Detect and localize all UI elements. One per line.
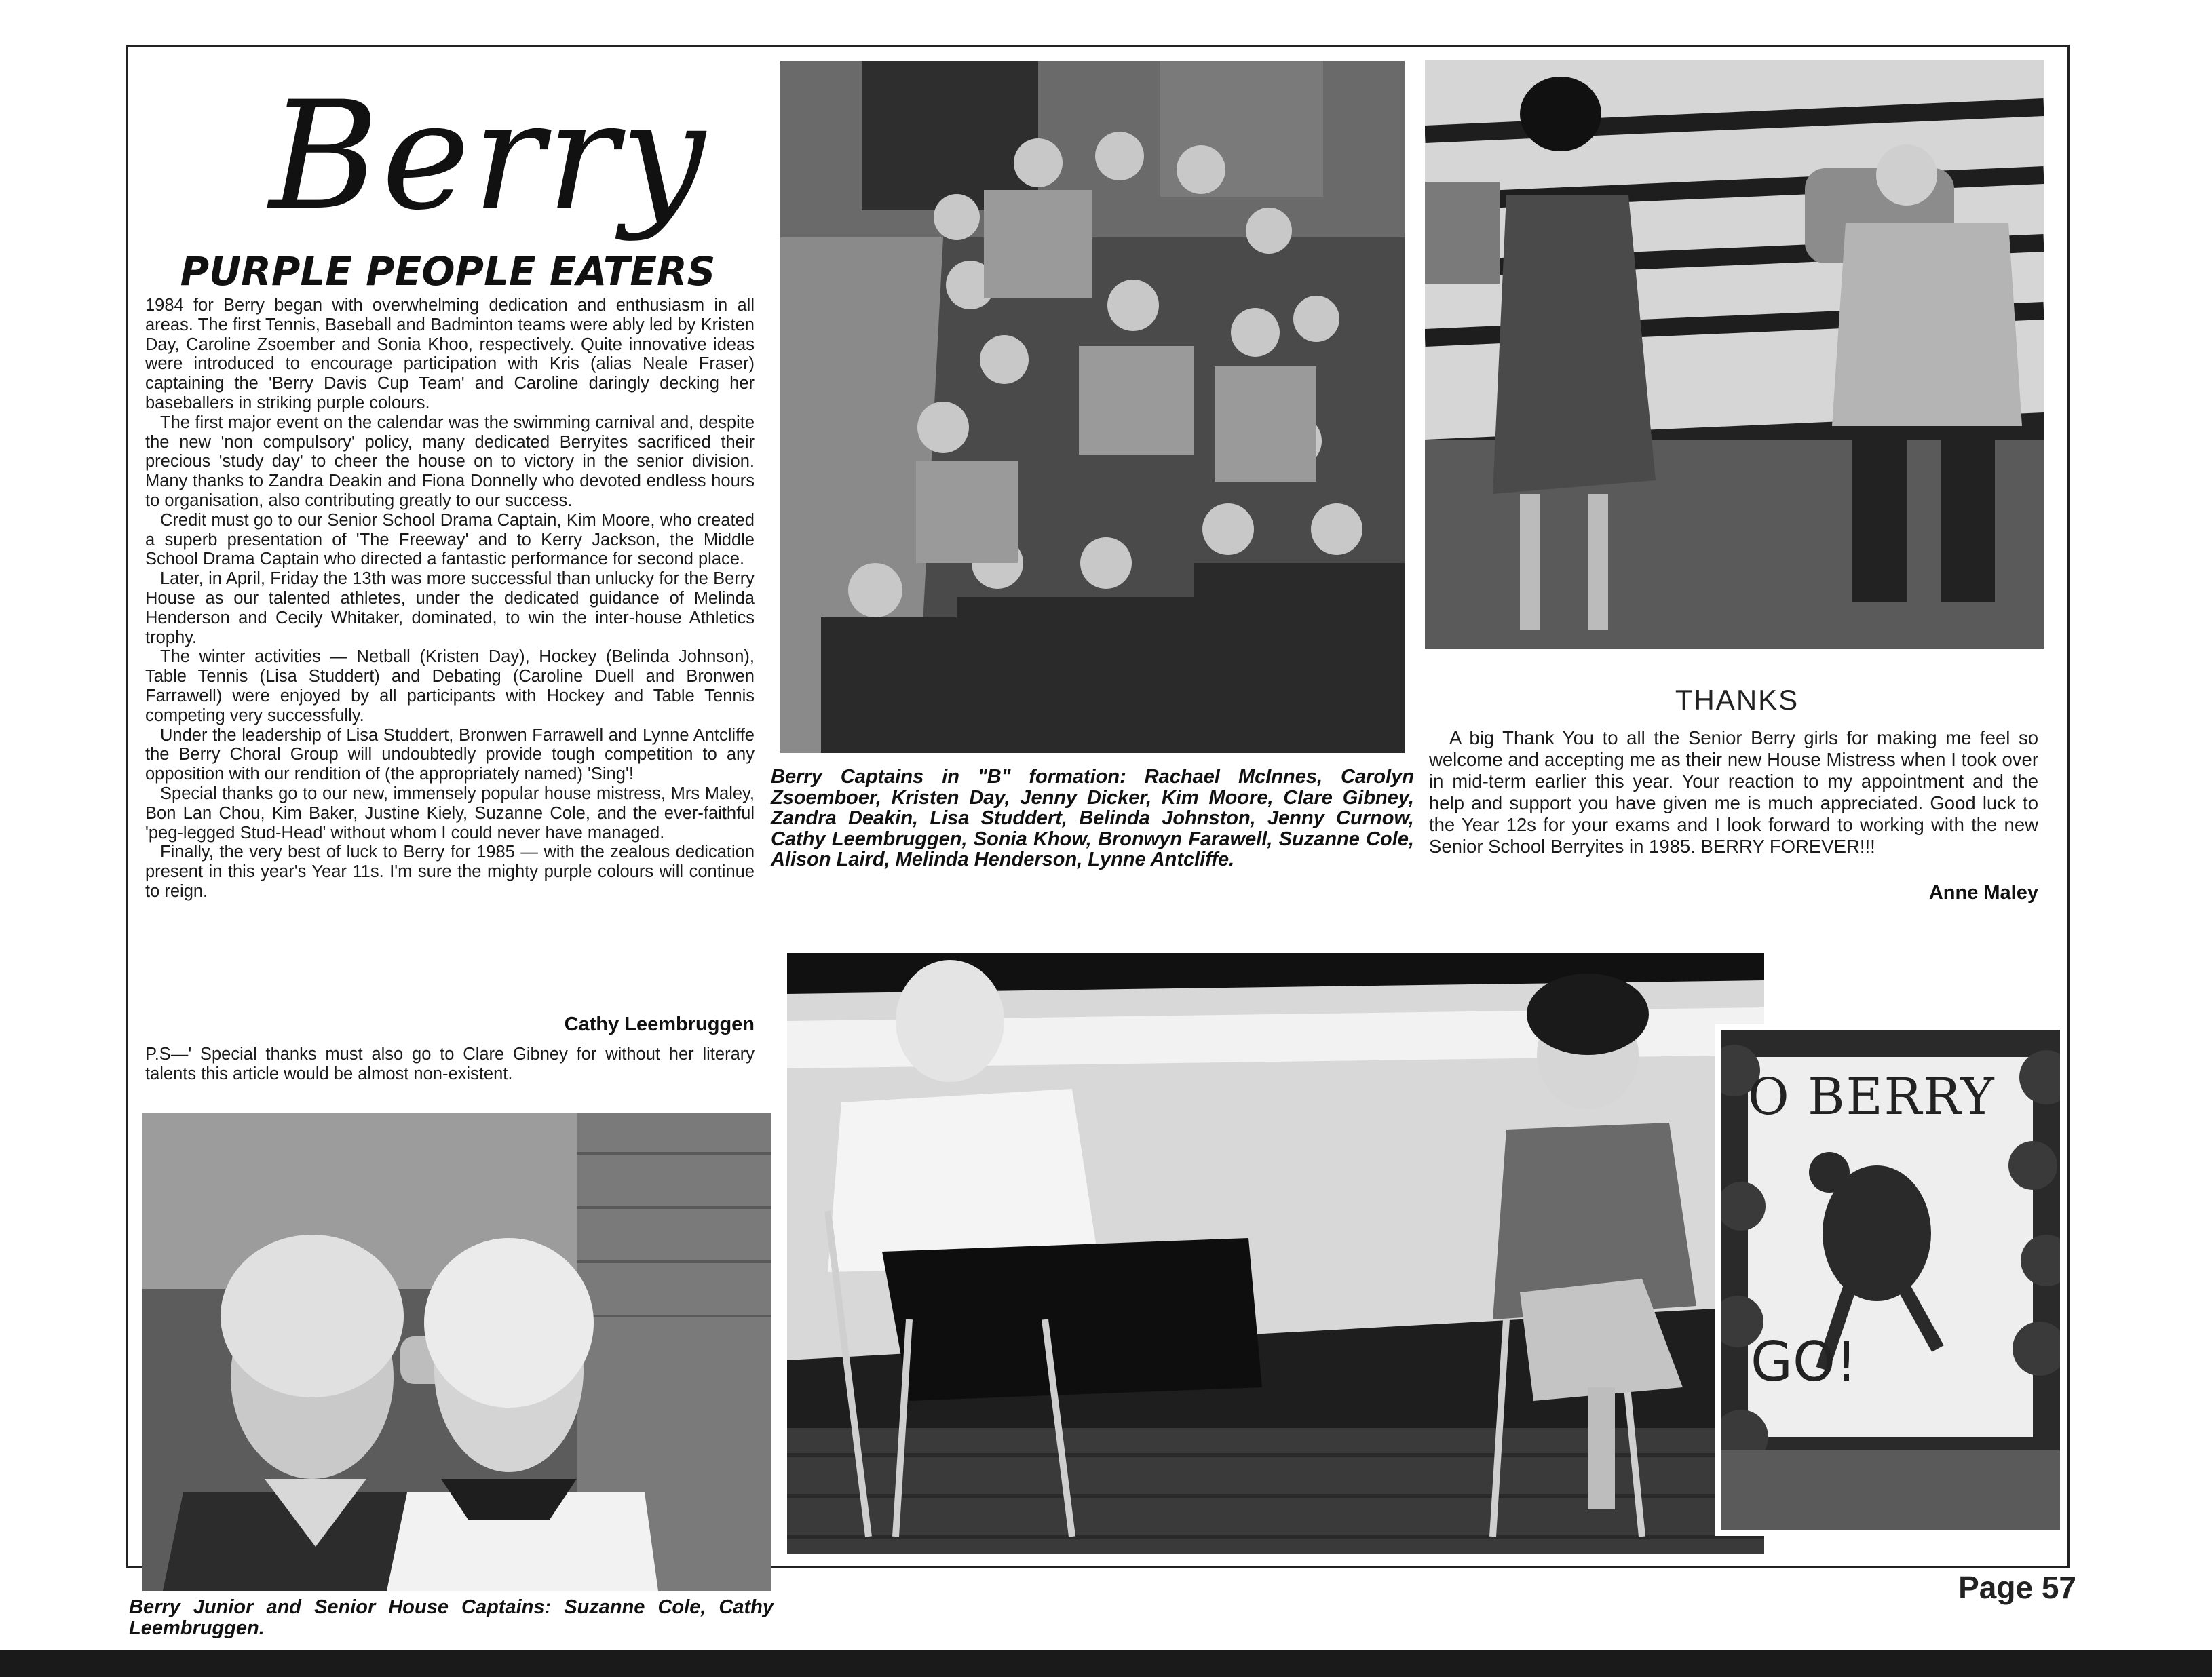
page-number: Page 57 bbox=[1958, 1570, 2076, 1605]
bottom-edge-bar bbox=[0, 1650, 2212, 1677]
house-captains-photo bbox=[142, 1113, 771, 1591]
banner-text-top: O BERRY bbox=[1748, 1068, 1996, 1126]
article-paragraph: Under the leadership of Lisa Studdert, Bronwen Farrawell and Lynne Antcliffe the Berry Choral Group will undoubtedly provide tough competition to any opposition with our rendition of (the appropriately named) 'Sing'! bbox=[145, 725, 755, 784]
seated-performers-image bbox=[787, 953, 1764, 1554]
article-paragraph: Later, in April, Friday the 13th was more successful than unlucky for the Berry House as our talented athletes, under the dedicated guidance of Melinda Henderson and Cecily Whitaker, dominated, to win the inter-house Athletics trophy. bbox=[145, 569, 755, 647]
article-paragraph: Finally, the very best of luck to Berry for 1985 — with the zealous dedication present in this year's Year 11s. I'm sure the mighty purple colours will continue to reign. bbox=[145, 843, 755, 901]
article-paragraph: Credit must go to our Senior School Drama Captain, Kim Moore, who created a superb presentation of 'The Freeway' and to Kerry Jackson, the Middle School Drama Captain who directed a fantastic performance for second place. bbox=[145, 510, 755, 569]
article-paragraph: 1984 for Berry began with overwhelming dedication and enthusiasm in all areas. The first Tennis, Baseball and Badminton teams were ably led by Kristen Day, Caroline Zsoember and Sonia Khoo, respectively. Quite innovative ideas were introduced to encourage participation with Kris (alias Neale Fraser) captaining the 'Berry Davis Cup Team' and Caroline daringly decking her baseballers in striking purple colours. bbox=[145, 296, 755, 412]
page-title: Berry bbox=[269, 69, 708, 243]
page-subtitle: PURPLE PEOPLE EATERS bbox=[180, 248, 716, 294]
thanks-signature: Anne Maley bbox=[1928, 882, 2038, 904]
freeway-drama-photo bbox=[1425, 60, 2044, 649]
captains-group-photo bbox=[780, 61, 1405, 753]
thanks-body bbox=[1429, 727, 2038, 857]
article-body bbox=[145, 296, 755, 902]
article-signature: Cathy Leembruggen bbox=[564, 1014, 755, 1035]
go-berry-banner-photo bbox=[1715, 1024, 2065, 1536]
seated-performers-photo bbox=[787, 953, 1764, 1554]
article-postscript: P.S—' Special thanks must also go to Clare Gibney for without her literary talents this article would be almost non-existent. bbox=[145, 1045, 755, 1083]
article-paragraph: The first major event on the calendar was the swimming carnival and, despite the new 'non compulsory' policy, many dedicated Berryites sacrificed their precious 'study day' to cheer the house on to victory in the senior division. Many thanks to Zandra Deakin and Fiona Donnelly who devoted endless hours to organisation, also contributing greatly to our success. bbox=[145, 412, 755, 510]
thanks-heading: THANKS bbox=[1675, 684, 1799, 716]
house-captains-caption: Berry Junior and Senior House Captains: Suzanne Cole, Cathy Leembruggen. bbox=[129, 1596, 774, 1639]
house-captains-image bbox=[142, 1113, 771, 1591]
captains-group-image bbox=[780, 61, 1405, 753]
article-paragraph: Special thanks go to our new, immensely popular house mistress, Mrs Maley, Bon Lan Chou, Kim Baker, Justine Kiely, Suzanne Cole, and the ever-faithful 'peg-legged Stud-Head' without whom I could never have managed. bbox=[145, 784, 755, 843]
article-paragraph: The winter activities — Netball (Kristen Day), Hockey (Belinda Johnson), Table Tennis (Lisa Studdert) and Debating (Caroline Duell and Bronwen Farrawell) were enjoyed by all participants with Hockey and Table Tennis competing very successfully. bbox=[145, 647, 755, 725]
banner-text-bottom: GO! bbox=[1751, 1330, 1858, 1393]
thanks-paragraph: A big Thank You to all the Senior Berry girls for making me feel so welcome and accepting me as their new House Mistress when I took over in mid-term earlier this year. Your reaction to my appointment and the help and support you have given me is much appreciated. Good luck to the Year 12s for your exams and I look forward to working with the new Senior School Berryites in 1985. BERRY FOREVER!!! bbox=[1429, 727, 2038, 857]
freeway-drama-image bbox=[1425, 60, 2044, 649]
captains-group-caption: Berry Captains in "B" formation: Rachael McInnes, Carolyn Zsoemboer, Kristen Day, Jenny Dicker, Kim Moore, Clare Gibney, Zandra Deakin, Lisa Studdert, Belinda Johnston, Jenny Curnow, Cathy Leembruggen, Sonia Khow, Bronwyn Farawell, Suzanne Cole, Alison Laird, Melinda Henderson, Lynne Antcliffe. bbox=[771, 766, 1414, 870]
